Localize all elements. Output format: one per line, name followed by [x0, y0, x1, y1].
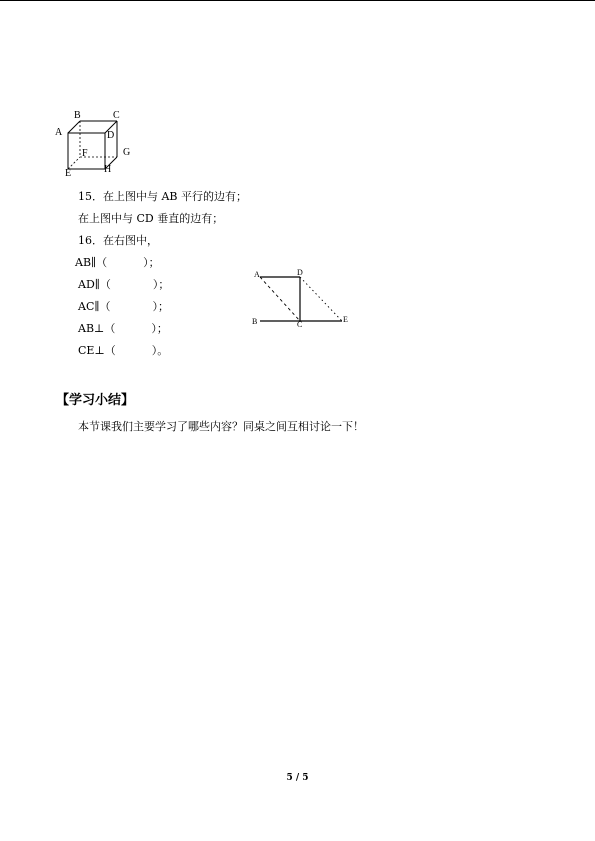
- q16-title: 16．在右图中，: [78, 234, 158, 247]
- q16-item-2-suffix: ）；: [152, 278, 170, 291]
- right-label-e: E: [343, 315, 348, 324]
- q16-item-1-prefix: AB∥（: [75, 256, 108, 269]
- cube-label-c: C: [113, 110, 120, 121]
- right-label-b: B: [252, 317, 258, 326]
- q16-item-2: [78, 278, 169, 292]
- summary-text: 本节课我们主要学习了哪些内容？同桌之间互相讨论一下！: [78, 420, 364, 433]
- q16-item-3: [78, 300, 169, 314]
- q15-line-2: 在上图中与 CD 垂直的边有；: [78, 212, 224, 225]
- q16-item-4: [78, 322, 168, 336]
- page-number: 5 / 5: [286, 773, 309, 783]
- cube-label-d: D: [107, 130, 115, 141]
- q16-item-1-suffix: ）；: [143, 256, 160, 269]
- top-rule: [0, 0, 595, 1]
- q16-item-3-suffix: ）；: [152, 300, 169, 313]
- cube-edge-ab: [68, 121, 80, 133]
- cube-label-g: G: [123, 147, 131, 158]
- cube-label-e: E: [65, 168, 72, 179]
- q16-item-1: [75, 256, 160, 270]
- segment-ac: [260, 277, 300, 321]
- cube-label-b: B: [74, 110, 81, 121]
- segment-de: [300, 277, 342, 321]
- right-label-c: C: [297, 320, 303, 329]
- q16-item-5-prefix: CE⊥（: [78, 344, 116, 357]
- q16-item-4-suffix: ）；: [151, 322, 168, 335]
- cube-label-h: H: [104, 164, 112, 175]
- summary-heading: 【学习小结】: [56, 393, 135, 408]
- q16-item-5: [78, 344, 168, 358]
- right-label-a: A: [254, 270, 260, 279]
- q16-item-3-prefix: AC∥（: [78, 300, 111, 313]
- q15-line-1: 15．在上图中与 AB 平行的边有；: [78, 190, 248, 203]
- q16-item-2-prefix: AD∥（: [78, 278, 111, 291]
- right-label-d: D: [297, 268, 303, 277]
- cube-label-a: A: [55, 127, 63, 138]
- q16-item-5-suffix: ）。: [151, 344, 169, 357]
- q16-item-4-prefix: AB⊥（: [78, 322, 116, 335]
- cube-label-f: F: [82, 148, 88, 159]
